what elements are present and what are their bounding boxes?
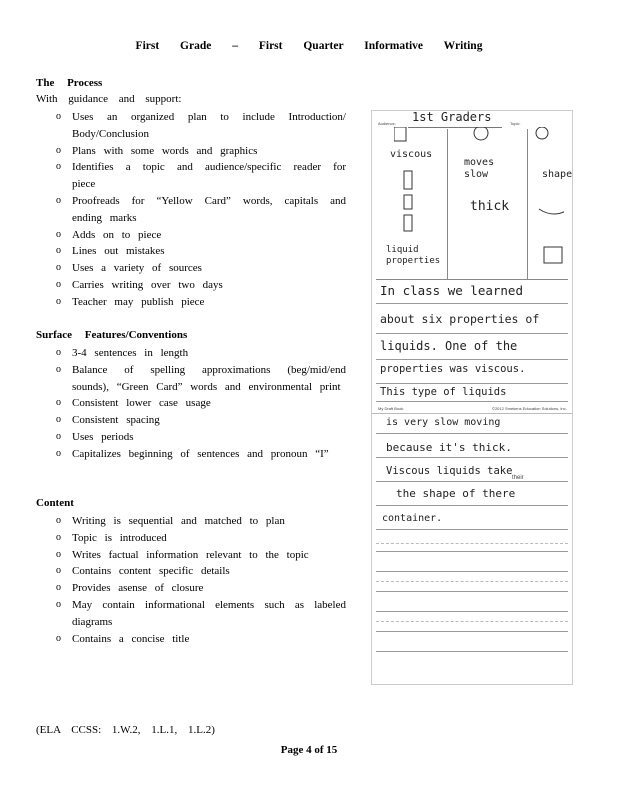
bullet-icon: o (56, 228, 61, 240)
bullet-icon: o (56, 194, 61, 206)
writing-line (376, 651, 568, 652)
list-item: o 3-4 sentences in length (56, 345, 346, 362)
bullet-icon: o (56, 397, 61, 409)
list-item: o Consistent spacing (56, 412, 346, 429)
footer-copyright: ©2012 Smekens Education Solutions, Inc. (492, 406, 567, 411)
col2-top-label: moves slow (464, 157, 495, 180)
list-item: o Plans with some words and graphics (56, 143, 346, 160)
bullet-icon: o (56, 565, 61, 577)
sentence-line: because it's thick. (386, 441, 512, 454)
bullet-icon: o (56, 144, 61, 156)
list-item: o Carries writing over two days (56, 277, 346, 294)
writing-line (376, 529, 568, 530)
list-item: o Teacher may publish piece (56, 294, 346, 311)
bowl-icon (539, 209, 564, 214)
list-item: o Writes factual information relevant to the topic (56, 547, 346, 564)
list-item: o Proofreads for “Yellow Card” words, capitals and ending marks (56, 194, 346, 224)
audience-value: 1st Graders (412, 110, 492, 124)
list-item: o Topic is introduced (56, 530, 346, 547)
bottle-icon (404, 195, 412, 209)
list-item: o May contain informational elements such as labeled diagrams (56, 598, 346, 628)
page-divider (372, 413, 572, 414)
process-intro: With guidance and support: (36, 93, 182, 105)
bullet-icon: o (56, 531, 61, 543)
sentence-line: about six properties of (380, 312, 540, 326)
process-heading: The Process (36, 77, 103, 89)
topic-label: Topic: (510, 121, 521, 126)
writing-line (376, 505, 568, 506)
page-title: First Grade – First Quarter Informative Writing (135, 40, 483, 52)
writing-line (376, 631, 568, 632)
circle-c-icon (536, 127, 548, 139)
bottle-icon (404, 215, 412, 231)
sentence-line: is very slow moving (386, 417, 501, 428)
writing-line (376, 551, 568, 552)
list-item: o Capitalizes beginning of sentences and pronoun “I” (56, 446, 346, 463)
writing-line (376, 383, 568, 384)
list-item: o Balance of spelling approximations (beg/mid/end sounds), “Green Card” words and environmental print (56, 363, 346, 393)
writing-line (376, 571, 568, 572)
list-item: o Writing is sequential and matched to plan (56, 513, 346, 530)
bullet-icon: o (56, 515, 61, 526)
writing-line (376, 333, 568, 334)
sentence-line: properties was viscous. (380, 363, 526, 375)
list-item: o Consistent lower case usage (56, 395, 346, 412)
list-item: o Uses an organized plan to include Introduction/ Body/Conclusion (56, 111, 346, 140)
col3-label: shape (542, 169, 573, 180)
jar-icon (544, 247, 562, 263)
audience-label: Audience: (378, 121, 396, 126)
surface-heading: Surface Features/Conventions (36, 329, 188, 341)
bullet-icon: o (56, 548, 61, 560)
col2-bottom-label: thick (470, 199, 510, 214)
writing-line (376, 303, 568, 304)
col1-top-label: viscous (390, 149, 433, 160)
bullet-icon: o (56, 598, 61, 610)
standards-note: (ELA CCSS: 1.W.2, 1.L.1, 1.L.2) (36, 724, 215, 736)
sentence-line: This type of liquids (380, 386, 507, 398)
dashed-line (376, 543, 568, 544)
plan-bottom-border (376, 279, 568, 280)
process-list (56, 109, 346, 311)
bullet-icon: o (56, 262, 61, 274)
bottle-icon (404, 171, 412, 189)
bullet-icon: o (56, 582, 61, 594)
list-item: o Adds on to piece (56, 227, 346, 244)
sentence-line: container. (382, 513, 443, 524)
writing-line (376, 433, 568, 434)
footer-book-label: My Draft Book (378, 406, 404, 411)
col1-bottom-label: liquid properties (386, 245, 441, 266)
writing-line (376, 611, 568, 612)
list-item: o Provides asense of closure (56, 580, 346, 597)
inserted-word: their (512, 475, 524, 481)
list-item: o Uses a variety of sources (56, 260, 346, 277)
cup-icon (394, 127, 406, 141)
bullet-icon: o (56, 632, 61, 644)
bullet-icon: o (56, 430, 61, 442)
bullet-icon: o (56, 347, 61, 358)
content-heading: Content (36, 497, 74, 509)
bullet-icon: o (56, 245, 61, 257)
list-item: o Lines out mistakes (56, 243, 346, 260)
writing-line (376, 359, 568, 360)
list-item: o Contains a concise title (56, 631, 346, 648)
sentence-line: Viscous liquids take (386, 465, 513, 477)
bullet-icon: o (56, 111, 61, 122)
list-item: o Uses periods (56, 429, 346, 446)
bullet-icon: o (56, 278, 61, 290)
sentence-line: the shape of there (396, 487, 516, 500)
dashed-line (376, 621, 568, 622)
surface-list (56, 345, 346, 463)
student-writing-sample (371, 110, 573, 685)
circle-b-icon (474, 127, 488, 140)
list-item: o Identifies a topic and audience/specific reader for piece (56, 161, 346, 191)
writing-line (376, 481, 568, 482)
writing-line (376, 457, 568, 458)
sentence-line: liquids. One of the (380, 339, 518, 353)
writing-line (376, 591, 568, 592)
bullet-icon: o (56, 295, 61, 307)
list-item: o Contains content specific details (56, 563, 346, 580)
bullet-icon: o (56, 363, 61, 375)
page-number: Page 4 of 15 (280, 744, 338, 756)
bullet-icon: o (56, 447, 61, 459)
bullet-icon: o (56, 414, 61, 426)
sentence-line: In class we learned (380, 283, 523, 298)
writing-line (376, 401, 568, 402)
content-list (56, 513, 346, 647)
bullet-icon: o (56, 161, 61, 173)
dashed-line (376, 581, 568, 582)
